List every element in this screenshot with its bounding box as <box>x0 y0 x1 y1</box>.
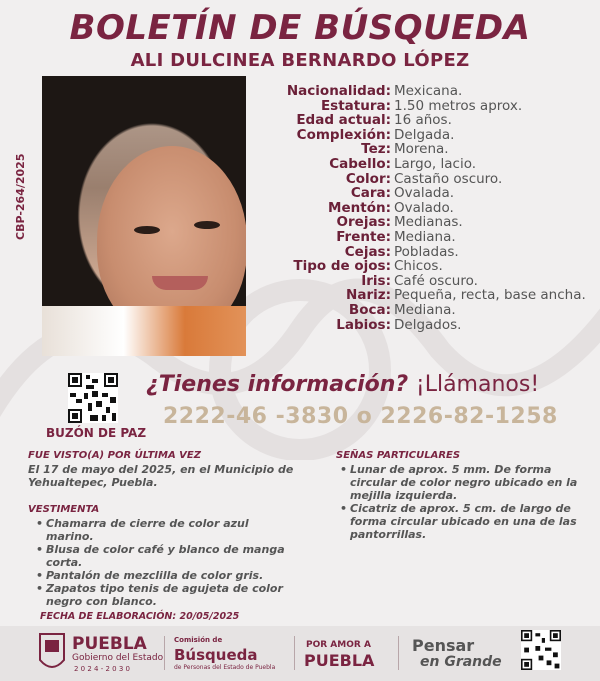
detail-value: 1.50 metros aprox. <box>394 97 523 114</box>
person-name: ALI DULCINEA BERNARDO LÓPEZ <box>130 50 470 71</box>
detail-label: Cara: <box>350 185 391 202</box>
detail-row <box>270 186 590 201</box>
phone-connector: o <box>356 404 373 429</box>
detail-row <box>270 230 590 245</box>
call-text: ¡Llámanos! <box>415 372 540 397</box>
detail-value: Ovalada. <box>394 185 455 202</box>
detail-row <box>270 274 590 289</box>
detail-label: Cejas: <box>344 243 391 260</box>
detail-label: Edad actual: <box>296 112 391 129</box>
detail-label: Boca: <box>348 301 391 318</box>
detail-row <box>270 157 590 172</box>
footer-qr-code-icon[interactable] <box>521 630 561 670</box>
por-amor-text: POR AMOR A <box>306 640 371 650</box>
phone-1[interactable]: 2222-46 -3830 <box>163 404 349 429</box>
list-item: • Blusa de color café y blanco de manga corta. <box>36 543 296 569</box>
detail-label: Labios: <box>336 316 391 333</box>
detail-label: Tez: <box>361 141 391 158</box>
person-photo <box>42 76 246 356</box>
detail-label: Orejas: <box>336 214 391 231</box>
en-grande-text: en Grande <box>420 654 502 670</box>
detail-value: Café oscuro. <box>394 272 478 289</box>
detail-label: Cabello: <box>329 155 391 172</box>
detail-value: Morena. <box>394 141 449 158</box>
question-text: ¿Tienes información? <box>146 372 409 397</box>
detail-row <box>270 113 590 128</box>
list-item: • Chamarra de cierre de color azul marino. <box>36 517 296 543</box>
detail-row <box>270 259 590 274</box>
detail-label: Nariz: <box>346 287 391 304</box>
list-item: • Zapatos tipo tenis de agujeta de color negro con blanco. <box>36 582 296 608</box>
clothing-heading: VESTIMENTA <box>28 504 100 515</box>
page-title: BOLETÍN DE BÚSQUEDA <box>69 8 531 48</box>
detail-value: Delgada. <box>394 126 455 143</box>
years-text: 2 0 2 4 - 2 0 3 0 <box>74 665 130 673</box>
phone-2[interactable]: 2226-82-1258 <box>380 404 558 429</box>
footer <box>0 626 600 681</box>
buzon-label: BUZÓN DE PAZ <box>46 426 147 440</box>
detail-value: Chicos. <box>394 258 443 275</box>
detail-row <box>270 201 590 216</box>
detail-label: Color: <box>345 170 391 187</box>
detail-row <box>270 245 590 260</box>
detail-label: Complexión: <box>296 126 391 143</box>
detail-value: Pequeña, recta, base ancha. <box>394 287 586 304</box>
detail-value: Mediana. <box>394 301 456 318</box>
detail-label: Iris: <box>361 272 391 289</box>
detail-row <box>270 172 590 187</box>
physical-details <box>270 84 590 332</box>
detail-label: Nacionalidad: <box>286 83 391 99</box>
puebla-logo-text: PUEBLA <box>72 634 147 654</box>
detail-label: Frente: <box>336 228 391 245</box>
detail-row <box>270 99 590 114</box>
detail-value: Pobladas. <box>394 243 459 260</box>
last-seen-text: El 17 de mayo del 2025, en el Municipio de Yehualtepec, Puebla. <box>28 463 294 489</box>
last-seen-heading: FUE VISTO(A) POR ÚLTIMA VEZ <box>28 450 201 461</box>
info-question <box>146 372 539 397</box>
detail-value: Castaño oscuro. <box>394 170 503 187</box>
detail-value: Ovalado. <box>394 199 454 216</box>
detail-row <box>270 128 590 143</box>
detail-row <box>270 215 590 230</box>
detail-value: Delgados. <box>394 316 462 333</box>
detail-row <box>270 84 590 99</box>
detail-value: Mexicana. <box>394 83 463 99</box>
detail-row <box>270 142 590 157</box>
puebla-shield-icon <box>38 632 66 674</box>
puebla2-text: PUEBLA <box>304 651 375 670</box>
qr-code-icon[interactable] <box>68 373 118 423</box>
detail-row <box>270 318 590 333</box>
detail-value: Medianas. <box>394 214 463 231</box>
detail-row <box>270 303 590 318</box>
clothing-list <box>36 517 296 608</box>
phone-numbers <box>163 404 558 429</box>
marks-heading: SEÑAS PARTICULARES <box>336 450 461 461</box>
marks-list <box>340 463 580 541</box>
busqueda-sub-text: de Personas del Estado de Puebla <box>174 664 276 671</box>
case-code: CBP-264/2025 <box>14 153 27 240</box>
pensar-text: Pensar <box>412 636 475 655</box>
busqueda-logo-text: Búsqueda <box>174 646 258 664</box>
gobierno-text: Gobierno del Estado <box>72 653 164 663</box>
list-item: • Cicatriz de aprox. 5 cm. de largo de forma circular ubicado en una de las pantorrillas. <box>340 502 580 541</box>
detail-label: Estatura: <box>320 97 391 114</box>
detail-label: Tipo de ojos: <box>293 258 391 275</box>
list-item: • Lunar de aprox. 5 mm. De forma circular de color negro ubicado en la mejilla izquierda. <box>340 463 580 502</box>
detail-label: Mentón: <box>328 199 391 216</box>
detail-value: 16 años. <box>394 112 452 129</box>
elaboration-date: FECHA DE ELABORACIÓN: 20/05/2025 <box>40 611 240 622</box>
comision-text: Comisión de <box>174 636 223 644</box>
list-item: • Pantalón de mezclilla de color gris. <box>36 569 296 582</box>
detail-value: Largo, lacio. <box>394 155 477 172</box>
detail-value: Mediana. <box>394 228 456 245</box>
detail-row <box>270 288 590 303</box>
